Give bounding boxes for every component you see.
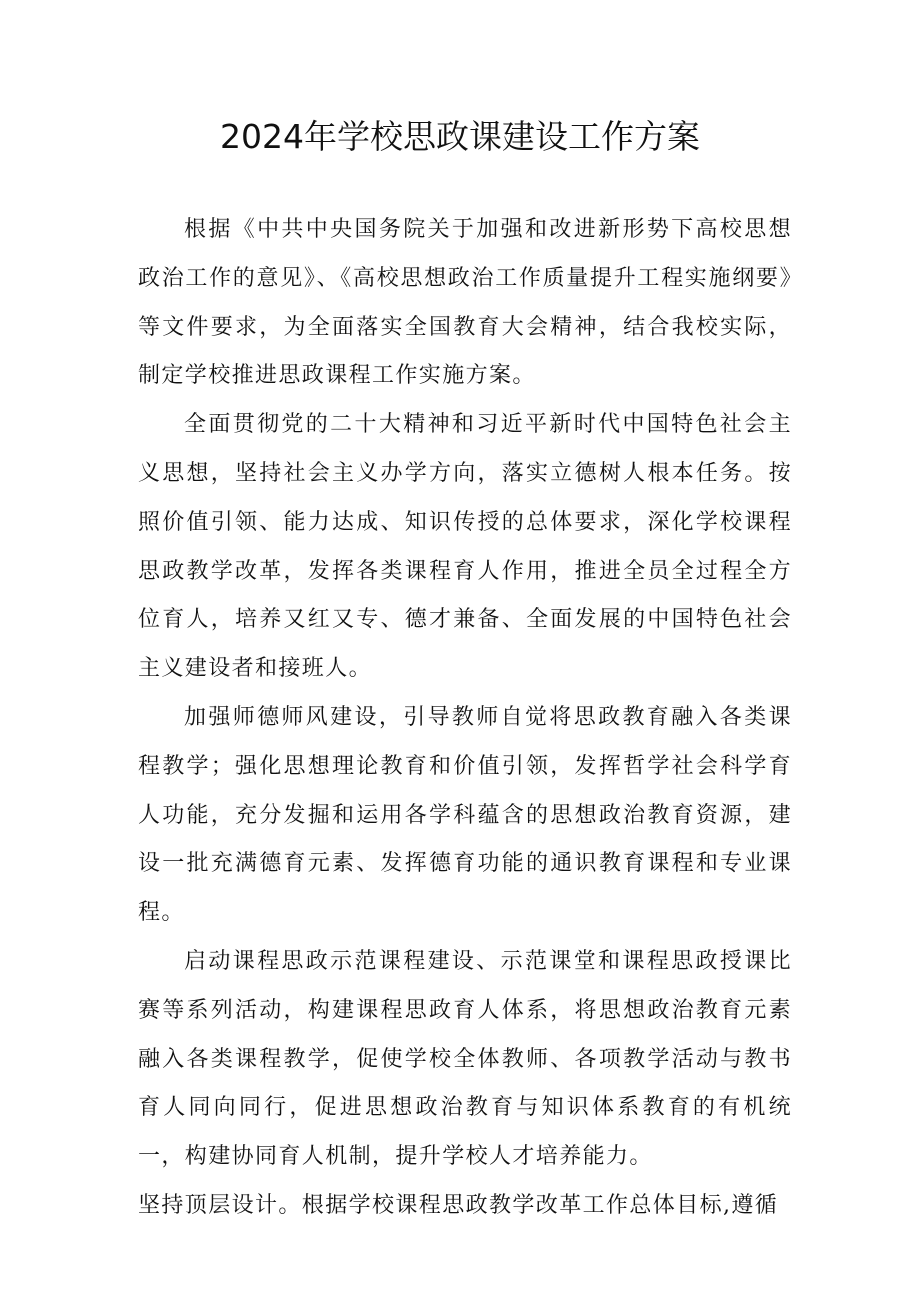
document-title: 2024年学校思政课建设工作方案: [220, 117, 700, 156]
document-body: [138, 206, 792, 1231]
paragraph-demonstration-courses: 启动课程思政示范课程建设、示范课堂和课程思政授课比赛等系列活动，构建课程思政育人体系，将思想政治教育元素融入各类课程教学，促使学校全体教师、各项教学活动与教书育人同向同行，促进思想政治教育与知识体系教育的有机统一，构建协同育人机制，提升学校人才培养能力。: [138, 948, 792, 1170]
paragraph-guiding-ideology: 全面贯彻党的二十大精神和习近平新时代中国特色社会主义思想，坚持社会主义办学方向，落实立德树人根本任务。按照价值引领、能力达成、知识传授的总体要求，深化学校课程思政教学改革，发挥各类课程育人作用，推进全员全过程全方位育人，培养又红又专、德才兼备、全面发展的中国特色社会主义建设者和接班人。: [138, 412, 792, 682]
paragraph-teacher-ethics: 加强师德师风建设，引导教师自觉将思政教育融入各类课程教学；强化思想理论教育和价值引领，发挥哲学社会科学育人功能，充分发掘和运用各学科蕴含的思想政治教育资源，建设一批充满德育元素、发挥德育功能的通识教育课程和专业课程。: [138, 704, 792, 926]
paragraph-top-level-design: 坚持顶层设计。根据学校课程思政教学改革工作总体目标,遵循: [138, 1192, 779, 1218]
paragraph-basis: 根据《中共中央国务院关于加强和改进新形势下高校思想政治工作的意见》、《高校思想政治工作质量提升工程实施纲要》等文件要求，为全面落实全国教育大会精神，结合我校实际，制定学校推进思政课程工作实施方案。: [138, 217, 792, 389]
